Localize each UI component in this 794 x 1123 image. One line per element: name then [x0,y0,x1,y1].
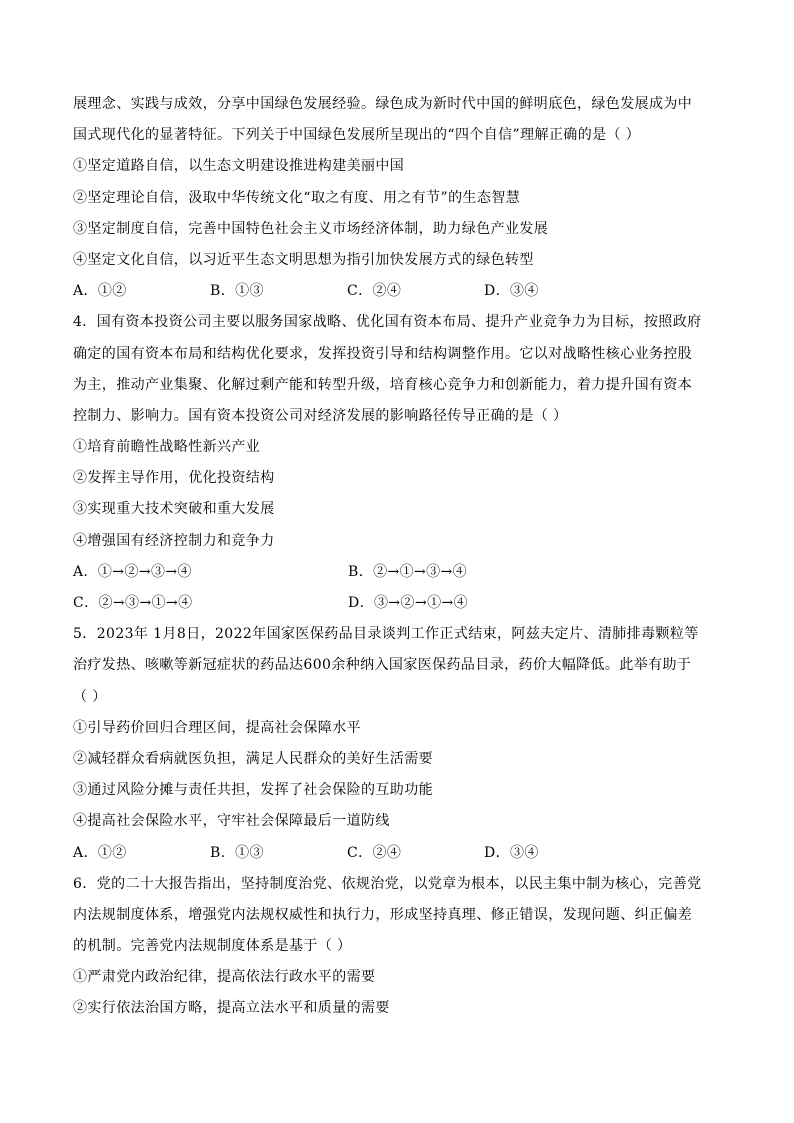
q4-options-row-1 [73,564,723,580]
q4-option-c[interactable]: C．②→③→①→④ [73,595,193,611]
q6-stem-line: 的机制。完善党内法规制度体系是基于（ ） [73,938,352,955]
q6-stem-line: 内法规制度体系，增强党内法规权威性和执行力，形成坚持真理、修正错误，发现问题、纠正偏差 [73,906,693,923]
q4-option-a[interactable]: A．①→②→③→④ [73,563,192,580]
q5-option-a[interactable]: A．①② [73,844,127,861]
q5-option-d[interactable]: D．③④ [484,844,539,861]
q5-option-b[interactable]: B．①③ [210,844,264,861]
q3-item: ②坚定理论自信，汲取中华传统文化“取之有度、用之有节”的生态智慧 [73,189,521,206]
q5-option-c[interactable]: C．②④ [347,844,402,861]
q3-options [73,283,723,299]
q5-stem-line: 5．2023年 1月8日，2022年国家医保药品目录谈判工作正式结束，阿兹夫定片、清肺排毒颗粒等 [73,626,699,643]
q6-stem-line: 6．党的二十大报告指出，坚持制度治党、依规治党，以党章为根本，以民主集中制为核心，完善党 [73,875,702,892]
q3-item: ③坚定制度自信，完善中国特色社会主义市场经济体制，助力绿色产业发展 [73,220,549,237]
q4-stem-line: 确定的国有资本布局和结构优化要求，发挥投资引导和结构调整作用。它以对战略性核心业务控股 [73,345,693,362]
q3-stem-line: 国式现代化的显著特征。下列关于中国绿色发展所呈现出的“四个自信”理解正确的是（ ） [73,127,641,144]
q5-options [73,845,723,861]
q4-stem-line: 控制力、影响力。国有资本投资公司对经济发展的影响路径传导正确的是（ ） [73,407,568,424]
q6-item: ②实行依法治国方略，提高立法水平和质量的需要 [73,1000,390,1017]
q4-options-row-2 [73,595,723,611]
q6-item: ①严肃党内政治纪律，提高依法行政水平的需要 [73,969,376,986]
q5-item: ②减轻群众看病就医负担，满足人民群众的美好生活需要 [73,750,433,767]
q4-item: ①培育前瞻性战略性新兴产业 [73,439,261,456]
q5-stem-line: 治疗发热、咳嗽等新冠症状的药品达600余种纳入国家医保药品目录，药价大幅降低。此举有助于 [73,657,692,674]
q4-item: ③实现重大技术突破和重大发展 [73,501,275,518]
q5-item: ①引导药价回归合理区间，提高社会保障水平 [73,719,361,736]
q5-item: ④提高社会保险水平，守牢社会保障最后一道防线 [73,813,390,830]
q4-item: ②发挥主导作用，优化投资结构 [73,470,275,487]
exam-page [73,96,723,1032]
q4-option-b[interactable]: B．②→①→③→④ [348,563,468,580]
q3-item: ①坚定道路自信，以生态文明建设推进构建美丽中国 [73,158,405,175]
q3-option-c[interactable]: C．②④ [347,283,402,300]
q4-stem-line: 为主，推动产业集聚、化解过剩产能和转型升级，培育核心竞争力和创新能力，着力提升国有资本 [73,376,693,393]
q3-option-a[interactable]: A．①② [73,283,127,300]
q3-option-b[interactable]: B．①③ [210,283,264,300]
q3-option-d[interactable]: D．③④ [484,283,539,300]
q3-stem-line: 展理念、实践与成效，分享中国绿色发展经验。绿色成为新时代中国的鲜明底色，绿色发展成为中 [73,96,693,112]
q4-stem-line: 4．国有资本投资公司主要以服务国家战略、优化国有资本布局、提升产业竞争力为目标，按照政府 [73,314,702,331]
q4-option-d[interactable]: D．③→②→①→④ [348,595,469,611]
q5-item: ③通过风险分摊与责任共担，发挥了社会保险的互助功能 [73,782,433,799]
q3-item: ④坚定文化自信，以习近平生态文明思想为指引加快发展方式的绿色转型 [73,251,534,268]
q4-item: ④增强国有经济控制力和竞争力 [73,532,275,549]
q5-stem-line: （ ） [73,688,107,705]
